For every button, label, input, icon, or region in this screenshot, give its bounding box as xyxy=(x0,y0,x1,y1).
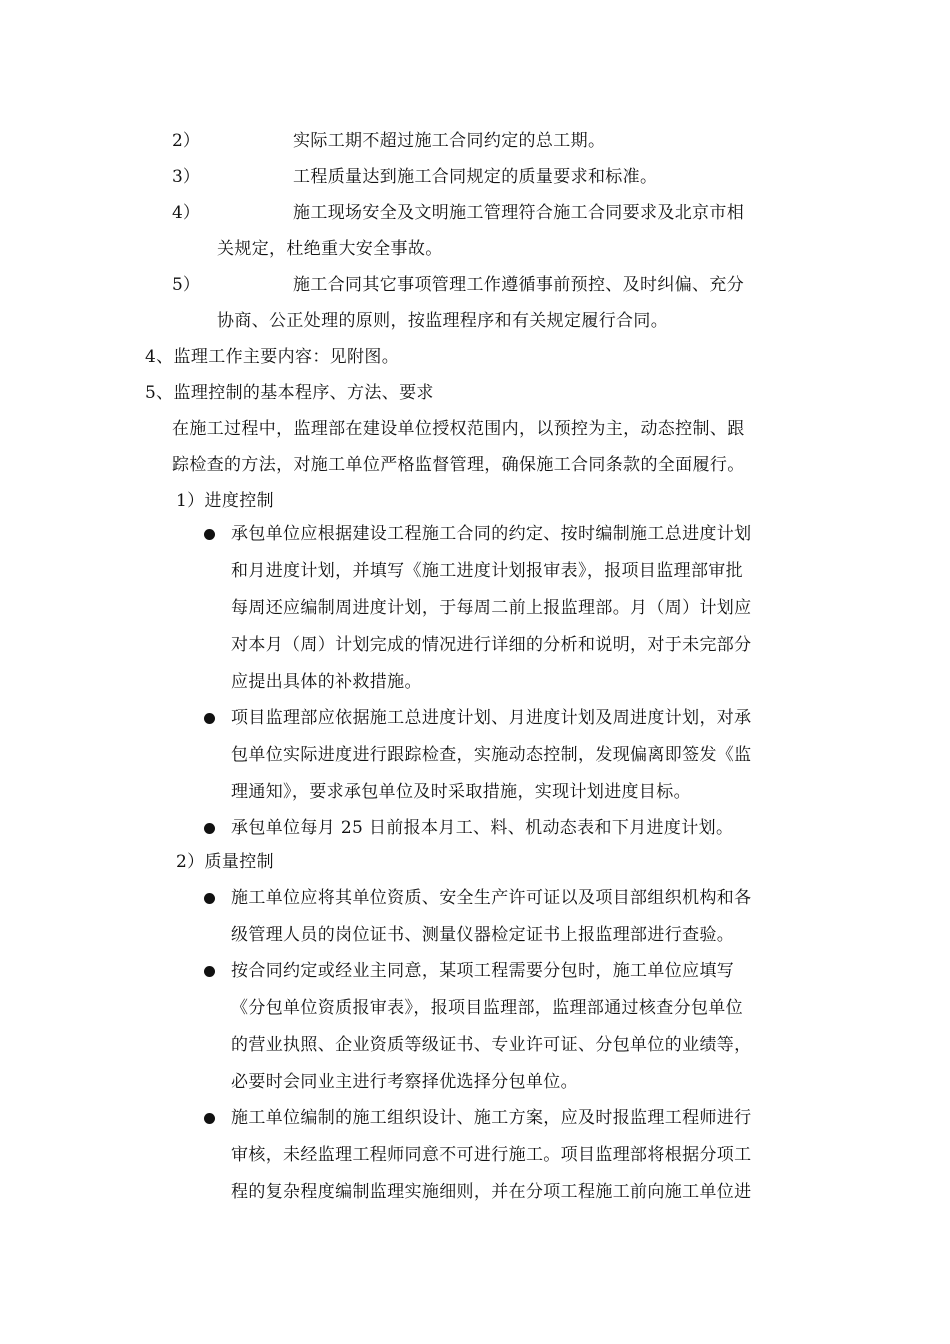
bullet-text-line: 必要时会同业主进行考察择优选择分包单位。 xyxy=(231,1072,578,1092)
bullet-text-line: 施工单位编制的施工组织设计、施工方案，应及时报监理工程师进行 xyxy=(231,1108,752,1128)
bullet-icon xyxy=(204,893,215,904)
bullet-icon xyxy=(204,966,215,977)
bullet-icon xyxy=(204,713,215,724)
bullet-text-line: 应提出具体的补救措施。 xyxy=(231,672,422,692)
progress-control-heading: 1）进度控制 xyxy=(176,491,274,511)
bullet-text-line: 包单位实际进度进行跟踪检查，实施动态控制，发现偏离即签发《监 xyxy=(231,745,752,765)
item-text-line: 施工现场安全及文明施工管理符合施工合同要求及北京市相 xyxy=(293,203,745,223)
bullet-icon xyxy=(204,823,215,834)
section-heading-5: 5、监理控制的基本程序、方法、要求 xyxy=(145,383,434,403)
quality-control-heading: 2）质量控制 xyxy=(176,852,274,872)
bullet-text-line: 每周还应编制周进度计划，于每周二前上报监理部。月（周）计划应 xyxy=(231,598,752,618)
bullet-text-line: 的营业执照、企业资质等级证书、专业许可证、分包单位的业绩等， xyxy=(231,1035,752,1055)
bullet-text-line: 审核，未经监理工程师同意不可进行施工。项目监理部将根据分项工 xyxy=(231,1145,752,1165)
paragraph-line: 踪检查的方法，对施工单位严格监督管理，确保施工合同条款的全面履行。 xyxy=(172,455,745,475)
item-text-line: 协商、公正处理的原则，按监理程序和有关规定履行合同。 xyxy=(217,311,669,331)
bullet-text-line: 承包单位每月 25 日前报本月工、料、机动态表和下月进度计划。 xyxy=(231,818,734,838)
bullet-text-line: 承包单位应根据建设工程施工合同的约定、按时编制施工总进度计划 xyxy=(231,524,752,544)
item-text-line: 工程质量达到施工合同规定的质量要求和标准。 xyxy=(293,167,658,187)
paragraph-line: 在施工过程中，监理部在建设单位授权范围内，以预控为主，动态控制、跟 xyxy=(172,419,745,439)
bullet-text-line: 级管理人员的岗位证书、测量仪器检定证书上报监理部进行查验。 xyxy=(231,925,735,945)
item-number: 4） xyxy=(172,203,200,223)
item-text-line: 关规定，杜绝重大安全事故。 xyxy=(217,239,443,259)
bullet-text-line: 《分包单位资质报审表》，报项目监理部，监理部通过核查分包单位 xyxy=(231,998,743,1018)
bullet-text-line: 对本月（周）计划完成的情况进行详细的分析和说明，对于未完部分 xyxy=(231,635,752,655)
section-heading-4: 4、监理工作主要内容：见附图。 xyxy=(145,347,400,367)
bullet-icon xyxy=(204,529,215,540)
item-text-line: 施工合同其它事项管理工作遵循事前预控、及时纠偏、充分 xyxy=(293,275,745,295)
bullet-text-line: 程的复杂程度编制监理实施细则，并在分项工程施工前向施工单位进 xyxy=(231,1182,752,1202)
bullet-text-line: 施工单位应将其单位资质、安全生产许可证以及项目部组织机构和各 xyxy=(231,888,752,908)
bullet-text-line: 理通知》，要求承包单位及时采取措施，实现计划进度目标。 xyxy=(231,782,691,802)
item-text-line: 实际工期不超过施工合同约定的总工期。 xyxy=(293,131,606,151)
bullet-text-line: 项目监理部应依据施工总进度计划、月进度计划及周进度计划，对承 xyxy=(231,708,752,728)
bullet-text-line: 按合同约定或经业主同意，某项工程需要分包时，施工单位应填写 xyxy=(231,961,735,981)
item-number: 5） xyxy=(172,275,200,295)
bullet-text-line: 和月进度计划，并填写《施工进度计划报审表》，报项目监理部审批 xyxy=(231,561,743,581)
item-number: 2） xyxy=(172,131,200,151)
item-number: 3） xyxy=(172,167,200,187)
bullet-icon xyxy=(204,1113,215,1124)
